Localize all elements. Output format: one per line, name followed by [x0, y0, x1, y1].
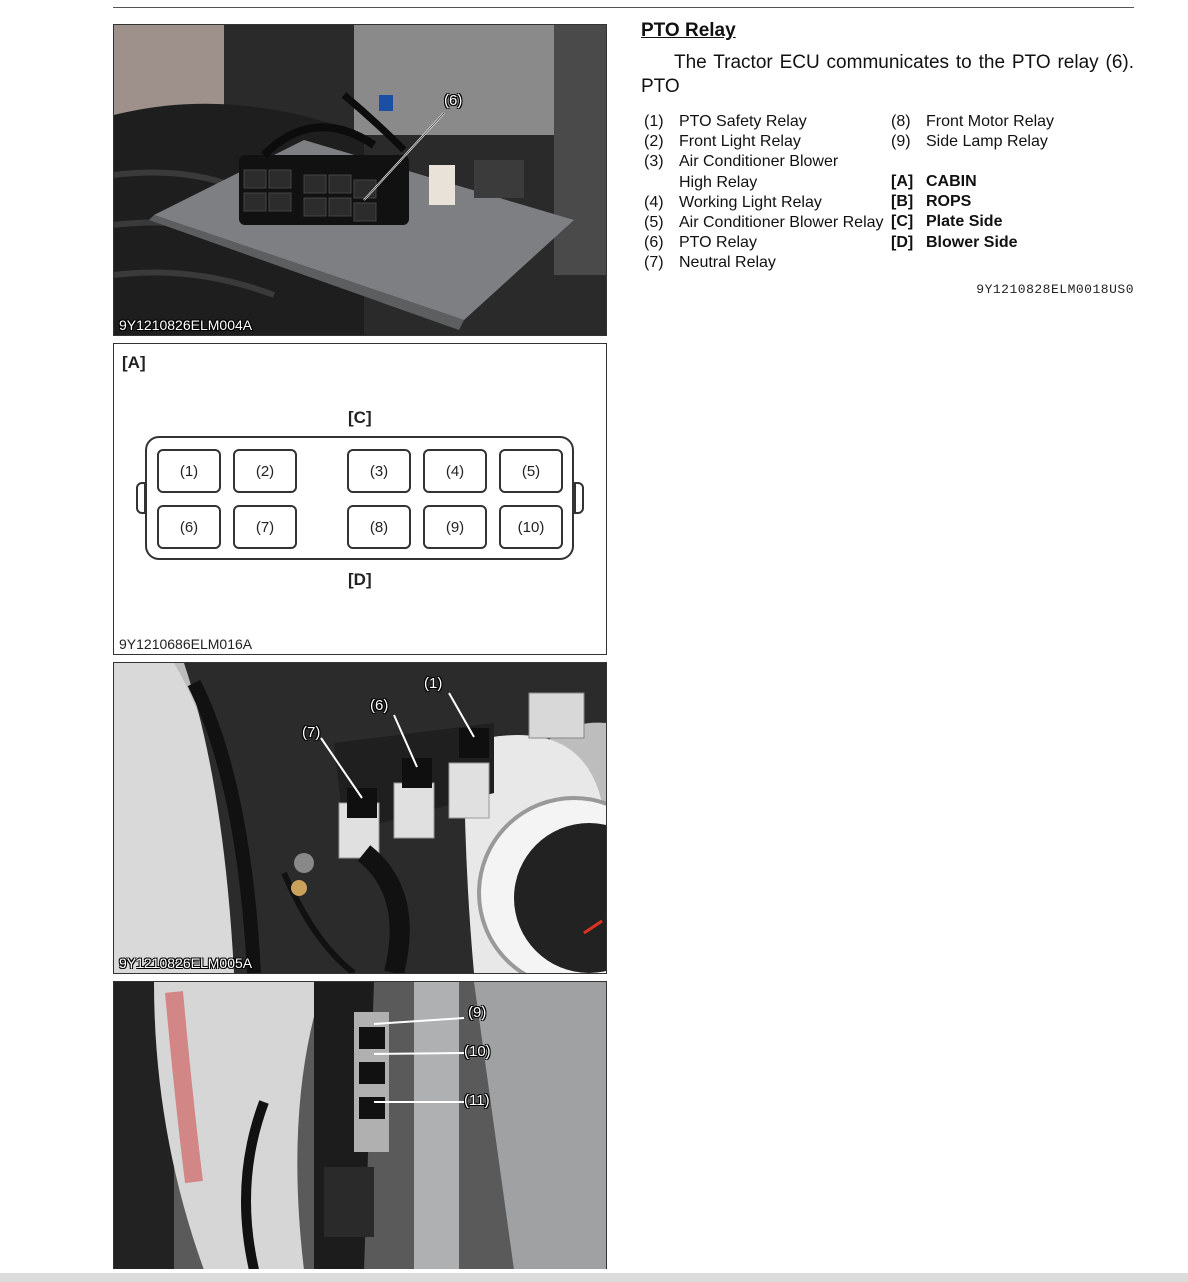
legend-right [891, 112, 1134, 152]
legend-item: (1) PTO Safety Relay [644, 113, 807, 130]
document-code: 9Y1210828ELM0018US0 [976, 282, 1134, 297]
legend-item: [C] Plate Side [891, 213, 1003, 231]
relay-slot-5: (5) [499, 449, 563, 493]
legend-item: [D] Blower Side [891, 233, 1018, 251]
relay-slot-10: (10) [499, 505, 563, 549]
relay-slot-2: (2) [233, 449, 297, 493]
legend-bold [891, 172, 1134, 253]
legend-item: (3) Air Conditioner Blower High Relay [644, 153, 839, 191]
intro-paragraph: The Tractor ECU communicates to the PTO relay (6). PTO [641, 52, 1134, 97]
photo-headlight-relays [113, 981, 607, 1269]
legend-item: [B] ROPS [891, 193, 972, 211]
legend-item: (4) Working Light Relay [644, 193, 822, 211]
relay-slot-8: (8) [347, 505, 411, 549]
legend-item: [A] CABIN [891, 173, 977, 190]
legend-item: (8) Front Motor Relay [891, 113, 1055, 130]
callout-10: (10) [464, 1043, 491, 1060]
relay-slot-9: (9) [423, 505, 487, 549]
section-title: PTO Relay [641, 20, 736, 41]
relay-slot-3: (3) [347, 449, 411, 493]
relay-slot-6: (6) [157, 505, 221, 549]
callout-7: (7) [302, 724, 321, 741]
figure-code: 9Y1210826ELM004A [119, 317, 253, 333]
legend-item: (6) PTO Relay [644, 234, 757, 252]
photo-relay-box-illustration [114, 25, 606, 335]
photo-dash-relays-illustration [114, 663, 606, 973]
photo-relay-box [113, 24, 607, 336]
callout-6: (6) [370, 697, 389, 714]
legend-item: (9) Side Lamp Relay [891, 133, 1048, 151]
figure-code: 9Y1210686ELM016A [119, 636, 253, 652]
callout-6: (6) [444, 92, 463, 109]
legend-item: (5) Air Conditioner Blower Relay [644, 214, 884, 232]
label-plate-side: [C] [348, 408, 372, 427]
callout-9: (9) [468, 1004, 487, 1021]
relay-slot-4: (4) [423, 449, 487, 493]
figure-code: 9Y1210826ELM005A [119, 955, 253, 971]
top-rule [113, 7, 1134, 8]
horizontal-scrollbar[interactable] [0, 1273, 1188, 1282]
label-blower-side: [D] [348, 570, 372, 589]
connector-tab-right [574, 482, 584, 514]
callout-11: (11) [464, 1092, 490, 1109]
relay-slot-7: (7) [233, 505, 297, 549]
relay-layout-diagram [113, 343, 607, 655]
callout-1: (1) [424, 675, 443, 692]
legend-item: (2) Front Light Relay [644, 133, 801, 151]
photo-dash-relays [113, 662, 607, 974]
legend-item: (7) Neutral Relay [644, 254, 776, 272]
relay-slot-1: (1) [157, 449, 221, 493]
label-cabin: [A] [122, 353, 146, 372]
photo-headlight-relays-illustration [114, 982, 606, 1269]
legend-left [644, 112, 890, 274]
